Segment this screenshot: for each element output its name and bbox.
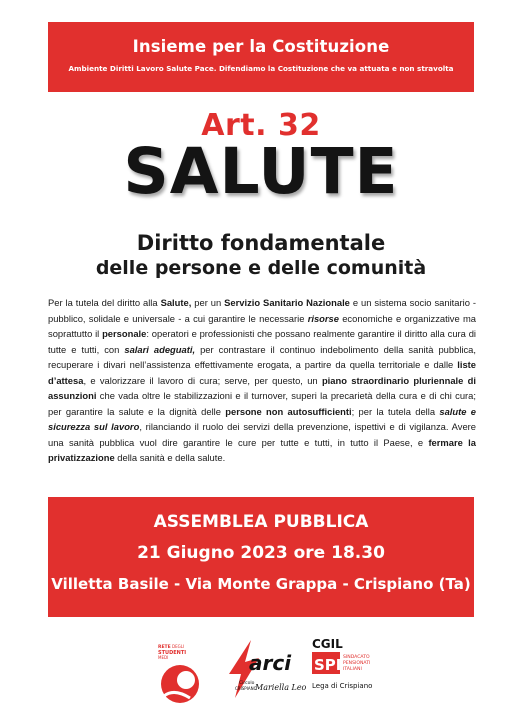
rete-line-3: STUDENTI bbox=[158, 650, 187, 656]
cgil-lega: Lega di Crispiano bbox=[312, 682, 373, 690]
body-run: salari adeguati, bbox=[124, 343, 196, 355]
body-paragraph bbox=[48, 295, 476, 466]
cgil-desc-2: PENSIONATI bbox=[343, 661, 371, 666]
banner-title: Insieme per la Costituzione bbox=[132, 37, 390, 56]
body-run: : operatori e professionisti che possano realmente garantire il diritto alla cura di tutte e tutti, con bbox=[48, 328, 476, 355]
rete-line-2: DEGLI bbox=[172, 644, 185, 649]
banner-subtitle: Ambiente Diritti Lavoro Salute Pace. Difendiamo la Costituzione che va attuata e non stravolta bbox=[68, 64, 454, 73]
body-run: , e valorizzare il lavoro di cura; serve, per questo, un bbox=[83, 374, 322, 386]
body-run: della sanità e della salute. bbox=[114, 452, 226, 463]
logos-row bbox=[0, 630, 522, 720]
top-banner bbox=[48, 22, 474, 92]
body-run: e un sistema socio sanitario - pubblico, solidale e universale - a cui garantire le necessarie bbox=[48, 297, 476, 324]
body-run: Per la tutela del diritto alla bbox=[48, 297, 161, 308]
cgil-label: CGIL bbox=[312, 637, 343, 651]
subheading-line-2: delle persone e delle comunità bbox=[95, 257, 427, 279]
body-run: economiche e organizzative ma soprattutto il bbox=[48, 312, 476, 339]
rete-line-1: RETE bbox=[158, 645, 171, 650]
arci-logo bbox=[225, 634, 307, 704]
subheading-line-1: Diritto fondamentale bbox=[136, 231, 386, 255]
main-heading: SALUTE bbox=[123, 135, 399, 208]
body-run: per un bbox=[191, 297, 225, 308]
event-place: Villetta Basile - Via Monte Grappa - Crispiano (Ta) bbox=[51, 575, 471, 593]
spi-label: SPI bbox=[314, 656, 342, 674]
rete-studenti-logo bbox=[150, 638, 212, 708]
cgil-spi-logo bbox=[310, 634, 394, 714]
cgil-desc-3: ITALIANI bbox=[343, 667, 362, 672]
cgil-desc-1: SINDACATO bbox=[343, 655, 370, 660]
body-run: ; per la tutela della bbox=[351, 405, 440, 417]
event-title: ASSEMBLEA PUBBLICA bbox=[153, 512, 369, 532]
body-run: salute e sicurezza sul lavoro bbox=[48, 405, 476, 432]
body-run: , rilanciando il ruolo dei servizi della prevenzione, ispettivi e di vigilanza. Avere una sanità pubblica vuol dire garantire le cure per tutte e tutti, in tutto il Paese, e bbox=[48, 421, 476, 448]
article-number: Art. 32 bbox=[201, 108, 321, 143]
body-run: risorse bbox=[307, 312, 339, 324]
arci-circolo: Circolo bbox=[239, 681, 255, 686]
rete-line-4: MEDI bbox=[158, 655, 169, 660]
body-run: fermare la privatizzazione bbox=[48, 436, 476, 463]
event-date: 21 Giugno 2023 ore 18.30 bbox=[137, 543, 385, 563]
body-run: che vada oltre le stabilizzazioni e il turnover, superi la precarietà della cura e di chi cura; per garantire la salute e la dignità delle bbox=[48, 390, 476, 417]
rete-face-icon bbox=[177, 671, 195, 689]
body-run: Salute, bbox=[160, 297, 192, 308]
body-run: personale bbox=[102, 328, 147, 339]
body-run: piano straordinario pluriennale di assunzioni bbox=[48, 374, 476, 401]
arci-sign: Mariella Leo bbox=[255, 683, 307, 692]
event-banner bbox=[48, 497, 474, 617]
body-run: persone non autosufficienti bbox=[225, 405, 352, 417]
body-run: per contrastare il continuo indebolimento della sanità pubblica, recuperare i divari nell’assistenza effettivamente erogata, a partire da quella territoriale e dalle bbox=[48, 343, 476, 370]
body-run: liste d’attesa bbox=[48, 359, 476, 386]
body-run: Servizio Sanitario Nazionale bbox=[224, 297, 350, 308]
arci-city: CRISPIANO bbox=[235, 686, 257, 691]
arci-name: arci bbox=[249, 651, 292, 675]
